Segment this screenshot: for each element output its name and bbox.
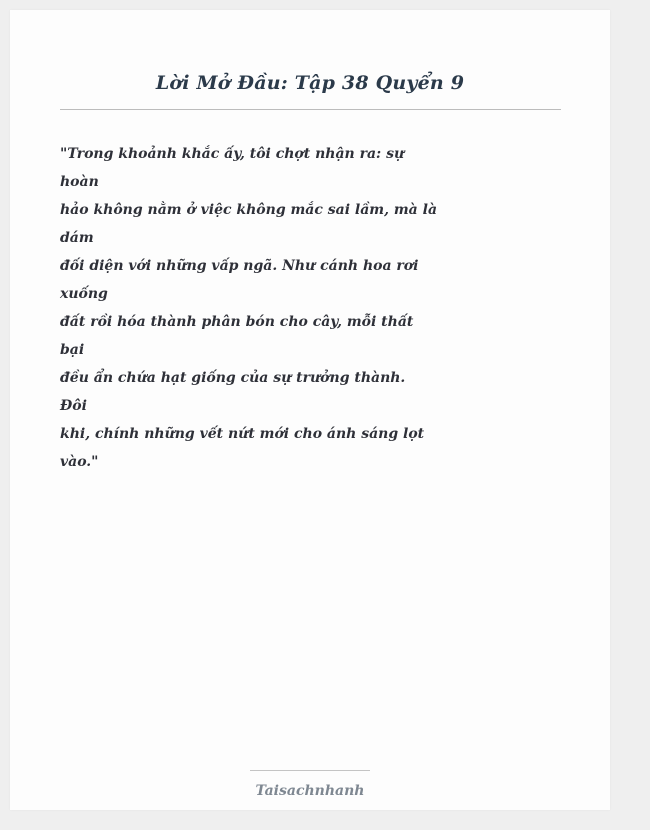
footer-watermark: Taisachnhanh xyxy=(255,783,365,799)
quote-line: đều ẩn chứa hạt giống của sự trưởng thành. xyxy=(60,370,406,386)
quote-line: hảo không nằm ở việc không mắc sai lầm, mà là xyxy=(60,202,438,218)
quote-line: dám xyxy=(60,230,94,246)
quote-line: bại xyxy=(60,342,85,358)
quote-line: xuống xyxy=(60,286,108,302)
quote-line: đất rồi hóa thành phân bón cho cây, mỗi thất xyxy=(60,314,414,330)
quote-paragraph xyxy=(60,140,438,476)
title-divider xyxy=(60,109,561,110)
footer-divider xyxy=(250,770,370,771)
quote-line: khi, chính những vết nứt mới cho ánh sáng lọt xyxy=(60,426,425,442)
quote-line: Đôi xyxy=(60,398,87,414)
quote-line: "Trong khoảnh khắc ấy, tôi chợt nhận ra: sự xyxy=(60,146,405,162)
quote-line: đối diện với những vấp ngã. Như cánh hoa rơi xyxy=(60,258,419,274)
page-title: Lời Mở Đầu: Tập 38 Quyển 9 xyxy=(155,72,465,94)
quote-line: hoàn xyxy=(60,174,99,190)
document-page xyxy=(10,10,610,810)
quote-line: vào." xyxy=(60,454,99,470)
